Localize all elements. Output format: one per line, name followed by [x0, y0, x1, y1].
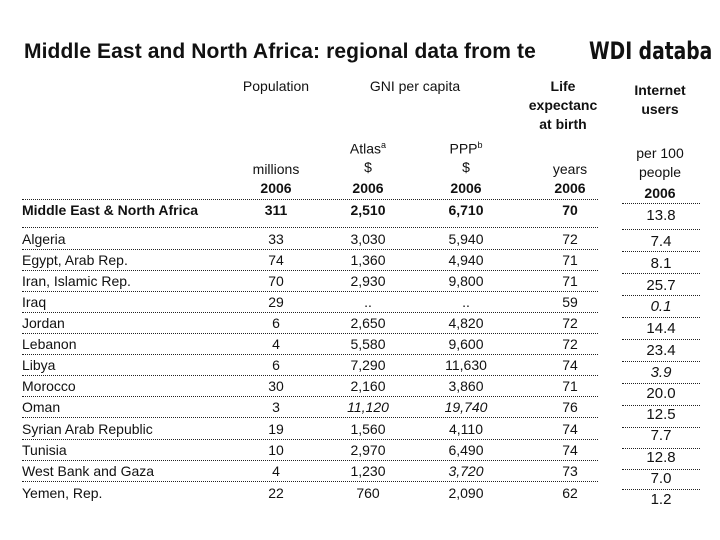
row-life: 71: [562, 273, 578, 289]
population-unit: millions: [252, 161, 300, 177]
row-rule: [22, 439, 598, 440]
row-internet: 23.4: [646, 342, 676, 359]
row-internet: 0.1: [650, 298, 672, 315]
row-life: 73: [562, 463, 578, 479]
atlas-unit: $: [364, 159, 372, 175]
life-header-3: at birth: [539, 116, 587, 132]
row-ppp: 6,490: [448, 442, 484, 458]
row-rule: [622, 273, 700, 274]
row-ppp: 4,940: [448, 252, 484, 268]
row-rule: [22, 270, 598, 271]
row-atlas: 1,360: [350, 252, 386, 268]
row-internet: 3.9: [650, 364, 672, 381]
region-internet: 13.8: [646, 207, 676, 224]
page-title: Middle East and North Africa: regional data from te: [24, 40, 536, 63]
row-life: 71: [562, 252, 578, 268]
row-atlas: 3,030: [350, 231, 386, 247]
row-internet: 25.7: [646, 277, 676, 294]
row-rule: [22, 249, 598, 250]
row-internet: 7.7: [650, 427, 672, 444]
row-ppp: 3,720: [448, 463, 484, 479]
internet-header-2: users: [641, 101, 679, 117]
row-rule: [622, 251, 700, 252]
row-rule: [22, 460, 598, 461]
row-rule: [622, 295, 700, 296]
row-internet: 20.0: [646, 385, 676, 402]
row-internet: 1.2: [650, 491, 672, 508]
atlas-year: 2006: [352, 180, 384, 196]
row-population: 74: [268, 252, 284, 268]
page-title-suffix: WDI databa: [589, 37, 713, 65]
region-population: 311: [264, 202, 288, 218]
ppp-year: 2006: [450, 180, 482, 196]
row-rule: [622, 317, 700, 318]
row-ppp: 19,740: [444, 399, 488, 415]
row-population: 70: [268, 273, 284, 289]
internet-header-rule: [622, 203, 700, 204]
row-ppp: 9,600: [448, 336, 484, 352]
internet-unit-1: per 100: [636, 145, 684, 161]
row-name: Iraq: [22, 294, 47, 310]
row-rule: [22, 396, 598, 397]
row-rule: [622, 361, 700, 362]
row-name: Morocco: [22, 378, 76, 394]
life-year: 2006: [554, 180, 586, 196]
row-name: Libya: [22, 357, 56, 373]
row-population: 4: [272, 336, 280, 352]
row-ppp: ..: [462, 294, 470, 310]
row-internet: 7.4: [650, 233, 672, 250]
row-population: 22: [268, 485, 284, 501]
row-life: 72: [562, 336, 578, 352]
row-ppp: 11,630: [445, 357, 487, 373]
row-internet: 7.0: [650, 470, 672, 487]
life-header-2: expectanc: [528, 97, 598, 113]
internet-header-1: Internet: [634, 82, 686, 98]
row-life: 62: [562, 485, 578, 501]
row-internet: 12.5: [646, 406, 676, 423]
row-ppp: 5,940: [448, 231, 484, 247]
row-atlas: 7,290: [350, 357, 386, 373]
row-population: 3: [272, 399, 280, 415]
row-rule: [622, 489, 700, 490]
row-life: 74: [562, 442, 578, 458]
population-header: Population: [242, 78, 310, 94]
row-atlas: 2,970: [350, 442, 386, 458]
row-internet: 8.1: [650, 255, 672, 272]
row-atlas: 5,580: [350, 336, 386, 352]
row-population: 10: [268, 442, 284, 458]
row-ppp: 4,820: [448, 315, 484, 331]
row-population: 6: [272, 357, 280, 373]
row-name: Tunisia: [22, 442, 67, 458]
row-rule: [22, 417, 598, 418]
region-ppp: 6,710: [448, 202, 484, 218]
row-population: 6: [272, 315, 280, 331]
row-ppp: 3,860: [448, 378, 484, 394]
life-header-1: Life: [550, 78, 576, 94]
row-population: 33: [268, 231, 284, 247]
row-rule: [22, 227, 598, 228]
internet-unit-2: people: [638, 164, 682, 180]
region-name: Middle East & North Africa: [22, 202, 199, 218]
row-name: Algeria: [22, 231, 66, 247]
row-atlas: ..: [364, 294, 372, 310]
row-internet: 12.8: [646, 449, 676, 466]
row-life: 59: [562, 294, 578, 310]
row-atlas: 2,930: [350, 273, 386, 289]
row-life: 72: [562, 231, 578, 247]
row-name: Oman: [22, 399, 61, 415]
row-population: 4: [272, 463, 280, 479]
region-atlas: 2,510: [350, 202, 386, 218]
row-atlas: 2,650: [350, 315, 386, 331]
row-atlas: 11,120: [347, 399, 389, 415]
row-atlas: 1,230: [350, 463, 386, 479]
row-atlas: 2,160: [350, 378, 386, 394]
header-rule: [22, 199, 598, 200]
row-rule: [22, 354, 598, 355]
row-internet: 14.4: [646, 320, 676, 337]
row-name: Egypt, Arab Rep.: [22, 252, 128, 268]
row-life: 74: [562, 421, 578, 437]
row-ppp: 9,800: [448, 273, 484, 289]
row-name: Iran, Islamic Rep.: [22, 273, 131, 289]
row-ppp: 2,090: [448, 485, 484, 501]
row-rule: [22, 481, 598, 482]
row-population: 29: [268, 294, 284, 310]
row-life: 72: [562, 315, 578, 331]
row-rule: [622, 383, 700, 384]
row-population: 19: [268, 421, 284, 437]
region-life: 70: [562, 202, 578, 218]
population-year: 2006: [260, 180, 292, 196]
ppp-header: PPP$^b$: [449, 140, 483, 157]
atlas-header: Atlas$^a$: [349, 140, 387, 157]
row-name: Syrian Arab Republic: [22, 421, 153, 437]
row-name: Yemen, Rep.: [22, 485, 103, 501]
gni-header: GNI per capita: [369, 78, 461, 94]
row-name: Jordan: [22, 315, 65, 331]
row-rule: [22, 291, 598, 292]
ppp-unit: $: [462, 159, 470, 175]
row-name: West Bank and Gaza: [22, 463, 155, 479]
row-rule: [22, 375, 598, 376]
row-atlas: 1,560: [350, 421, 386, 437]
row-population: 30: [268, 378, 284, 394]
row-life: 76: [562, 399, 578, 415]
row-rule: [22, 312, 598, 313]
row-life: 74: [562, 357, 578, 373]
row-rule: [622, 229, 700, 230]
row-atlas: 760: [356, 485, 380, 501]
row-ppp: 4,110: [449, 421, 483, 437]
row-name: Lebanon: [22, 336, 77, 352]
row-life: 71: [562, 378, 578, 394]
internet-year: 2006: [644, 185, 676, 201]
row-rule: [22, 333, 598, 334]
row-rule: [622, 339, 700, 340]
life-unit: years: [552, 161, 588, 177]
